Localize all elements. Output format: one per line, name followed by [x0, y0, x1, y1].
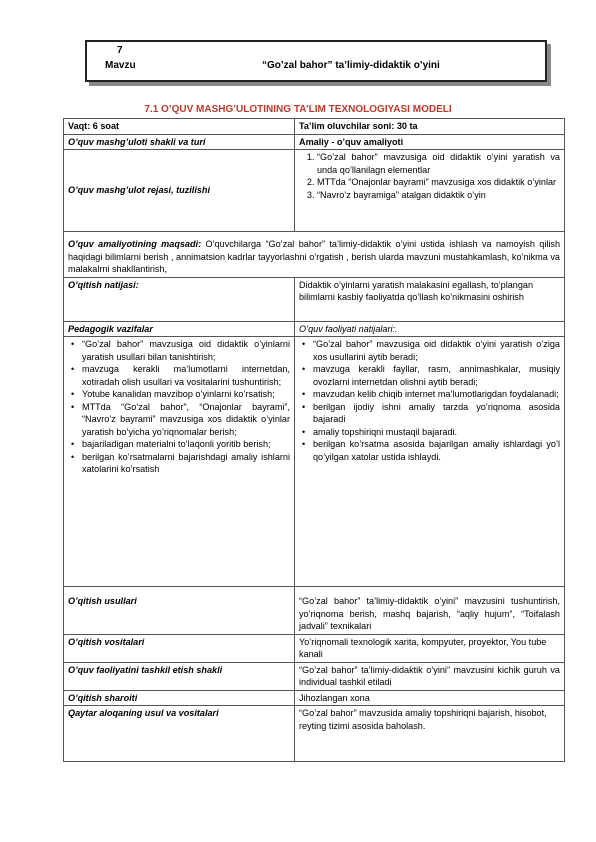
table-row: [64, 277, 565, 321]
form-label: O’quv mashg’uloti shakli va turi: [64, 134, 295, 150]
conditions-value: Jihozlangan xona: [295, 690, 565, 706]
topic-number: 7: [117, 45, 123, 56]
tools-value: Yo’riqnomali texnologik xarita, kompyuter, proyektor, You tube kanali: [295, 634, 565, 662]
list-item: • MTTda “Go’zal bahor”, “Onajonlar bayrami”, “Navro’z bayrami” mavzusiga xos didaktik o’yinlar yaratish bo’yicha yo’riqnomalar berish;: [82, 401, 290, 439]
time-cell: Vaqt: 6 soat: [64, 119, 295, 135]
students-cell: Ta’lim oluvchilar soni: 30 ta: [295, 119, 565, 135]
table-row: [64, 119, 565, 135]
conditions-label: O’qitish sharoiti: [64, 690, 295, 706]
result-value: Didaktik o’yinlarni yaratish malakasini egallash, to’plangan bilimlarni kasbiy faoliyatda qo’llash ko’nikmasini oshirish: [295, 277, 565, 321]
table-row: [64, 662, 565, 690]
plan-value: [295, 150, 565, 232]
table-row: [64, 321, 565, 337]
table-row: [64, 134, 565, 150]
methods-value: “Go’zal bahor” ta’limiy-didaktik o’yini” mavzusini tushuntirish, yo’riqnoma berish, mashq bajarish, “aqliy hujum”, “Toifalash jadvali” texnikalari: [295, 587, 565, 635]
table-row: [64, 634, 565, 662]
page-title: 7.1 O’QUV MASHG’ULOTINING TA’LIM TEXNOLOGIYASI MODELI: [144, 104, 452, 115]
form-value: Amaliy - o’quv amaliyoti: [295, 134, 565, 150]
activity-results-label: O’quv faoliyati natijalari:.: [295, 321, 565, 337]
plan-item: 2. MTTda “Onajonlar bayrami” mavzusiga xos didaktik o’yinlar: [317, 176, 560, 189]
table-row: [64, 706, 565, 762]
organization-label: O’quv faoliyatini tashkil etish shakli: [64, 662, 295, 690]
organization-value: “Go’zal bahor” ta’limiy-didaktik o’yini” mavzusini kichik guruh va individual tashkil etiladi: [295, 662, 565, 690]
methods-label: O’qitish usullari: [64, 587, 295, 635]
table-row: [64, 690, 565, 706]
pedagogical-tasks-list: [64, 337, 295, 587]
plan-label: O’quv mashg’ulot rejasi, tuzilishi: [64, 150, 295, 232]
plan-item: 3. “Navro’z bayramiga” atalgan didaktik o’yin: [317, 189, 560, 202]
tools-label: O’qitish vositalari: [64, 634, 295, 662]
feedback-label: Qaytar aloqaning usul va vositalari: [64, 706, 295, 762]
goal-text: O’quvchilarga “Go’zal bahor” ta’limiy-didaktik o’yini ustida ishlash va namoyish qilish haqidagi bilimlarni berish , annimatsion kadrlar tayyorlashni o’rgatish , berish ularda mavzuni mustahkamlash, ko’nikma va malakalrni shakllantirish,: [68, 239, 560, 274]
table-row: [64, 232, 565, 278]
pedagogical-tasks-label: Pedagogik vazifalar: [64, 321, 295, 337]
list-item: • berilgan ko’rsatmalarni bajarishdagi amaliy ishlarni xatolarini ko’rsatish: [82, 451, 290, 476]
table-row: [64, 150, 565, 232]
topic-header-box: [85, 40, 547, 82]
list-item: • berilgan ko’rsatma asosida bajarilgan amaliy ishlardagi yo’l qo’yilgan xatolar ustida ishlaydi.: [313, 438, 560, 463]
list-item: • mavzuga kerakli ma’lumotlarni internetdan, xotiradah olish usullari va vositalarini tushuntirish;: [82, 363, 290, 388]
feedback-value: “Go’zal bahor” mavzusida amaliy topshiriqni bajarish, hisobot, reyting tizimi asosida baholash.: [295, 706, 565, 762]
goal-cell: [64, 232, 565, 278]
table-row: [64, 587, 565, 635]
result-label: O’qitish natijasi:: [64, 277, 295, 321]
topic-title: “Go’zal bahor” ta’limiy-didaktik o’yini: [262, 60, 440, 71]
lesson-model-table: [63, 118, 565, 762]
goal-label: O’quv amaliyotining maqsadi:: [68, 239, 202, 249]
activity-results-list: [295, 337, 565, 587]
plan-item: 1. “Go’zal bahor” mavzusiga oid didaktik o’yini yaratish va unda qo’llanilagn elementlar: [317, 151, 560, 176]
list-item: • “Go’zal bahor” mavzusiga oid didaktik o’yini yaratish o’ziga xos usullarini aytib beradi;: [313, 338, 560, 363]
list-item: • mavzudan kelib chiqib internet ma’lumotlarigdan foydalanadi;: [313, 388, 560, 401]
list-item: • mavzuga kerakli fayllar, rasm, annimashkalar, musiqiy ovozlarni internetdan olishni aytib beradi;: [313, 363, 560, 388]
list-item: • amaliy topshiriqni mustaqil bajaradi.: [313, 426, 560, 439]
list-item: • “Go’zal bahor” mavzusiga oid didaktik o’yinlarni yaratish usullari bilan tanishtirish;: [82, 338, 290, 363]
list-item: • bajariladigan materialni to’laqonli yoritib berish;: [82, 438, 290, 451]
topic-label: Mavzu: [105, 60, 136, 71]
list-item: • berilgan ijodiy ishni amaliy tarzda yo’riqnoma asosida bajaradi: [313, 401, 560, 426]
table-row: [64, 337, 565, 587]
list-item: • Yotube kanalidan mavzibop o’yinlarni ko’rsatish;: [82, 388, 290, 401]
